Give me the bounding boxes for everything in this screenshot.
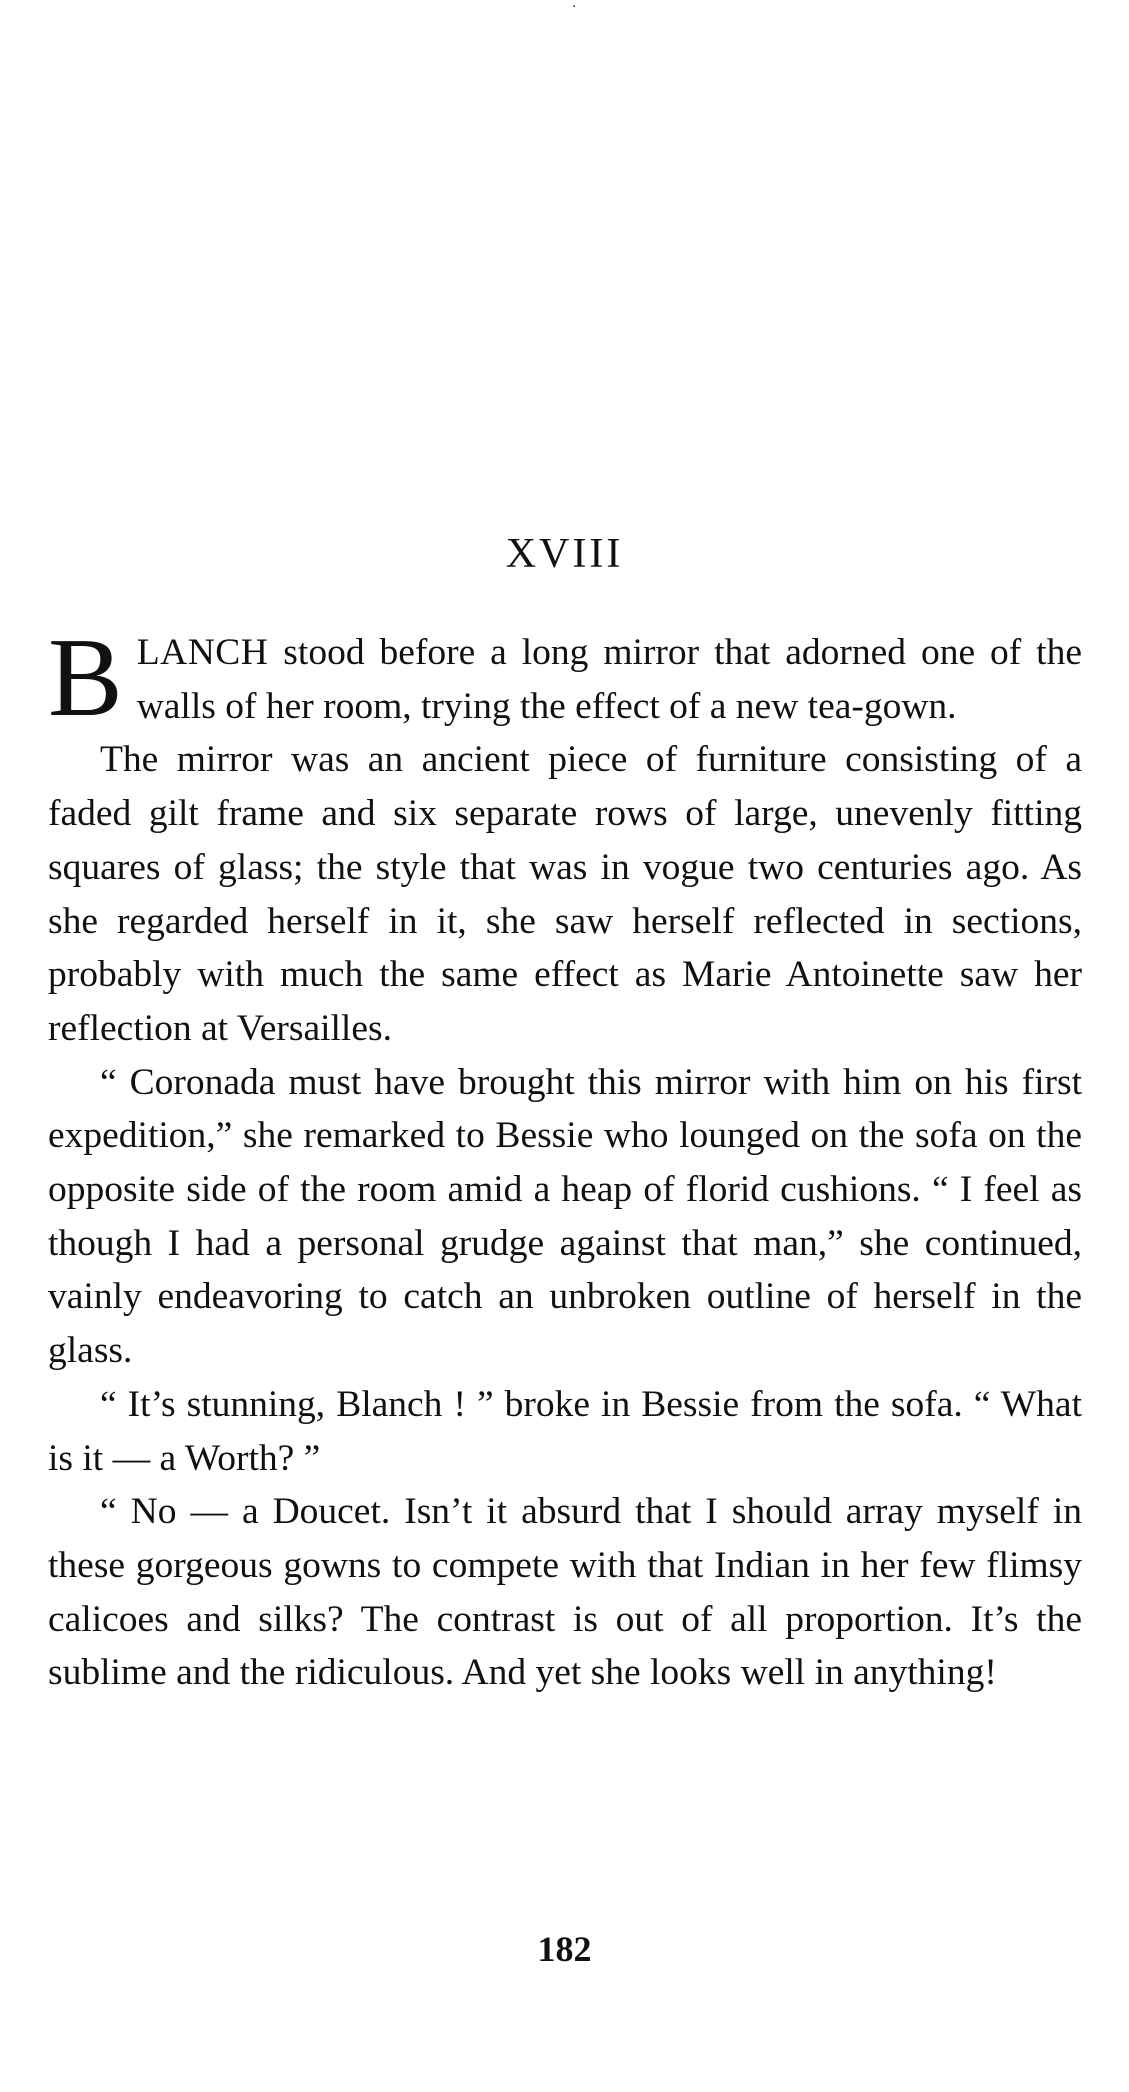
drop-cap: B xyxy=(48,616,123,740)
body-text xyxy=(48,616,1082,1700)
chapter-heading: XVIII xyxy=(505,531,624,577)
paragraph-1-text: stood before a long mirror that adorned one of the walls of her room, trying the effect of a new tea-gown. xyxy=(136,632,1082,727)
top-margin-mark: · xyxy=(572,0,577,15)
paragraph-4: “ It’s stunning, Blanch ! ” broke in Bessie from the sofa. “ What is it — a Worth? ” xyxy=(48,1383,1082,1479)
paragraph-1 xyxy=(48,616,1082,740)
paragraph-3: “ Coronada must have brought this mirror with him on his first expedition,” she remarked to Bessie who lounged on the sofa on the opposite side of the room amid a heap of florid cushions. “ I feel as though I had a personal grudge against that man,” she continued, vainly endeavoring to catch an unbroken outline of herself in the glass. xyxy=(48,1061,1082,1372)
paragraph-2: The mirror was an ancient piece of furniture consisting of a faded gilt frame and six separate rows of large, unevenly fitting squares of glass; the style that was in vogue two centuries ago. As she regarded herself in it, she saw herself reflected in sections, probably with much the same effect as Marie Antoinette saw her reflection at Versailles. xyxy=(48,739,1082,1049)
lead-caps: LANCH xyxy=(136,632,269,673)
page-number: 182 xyxy=(537,1929,592,1969)
paragraph-5: “ No — a Doucet. Isn’t it absurd that I should array myself in these gorgeous gowns to compete with that Indian in her few flimsy calicoes and silks? The contrast is out of all proportion. It’s the sublime and the ridiculous. And yet she looks well in anything! xyxy=(48,1491,1082,1694)
